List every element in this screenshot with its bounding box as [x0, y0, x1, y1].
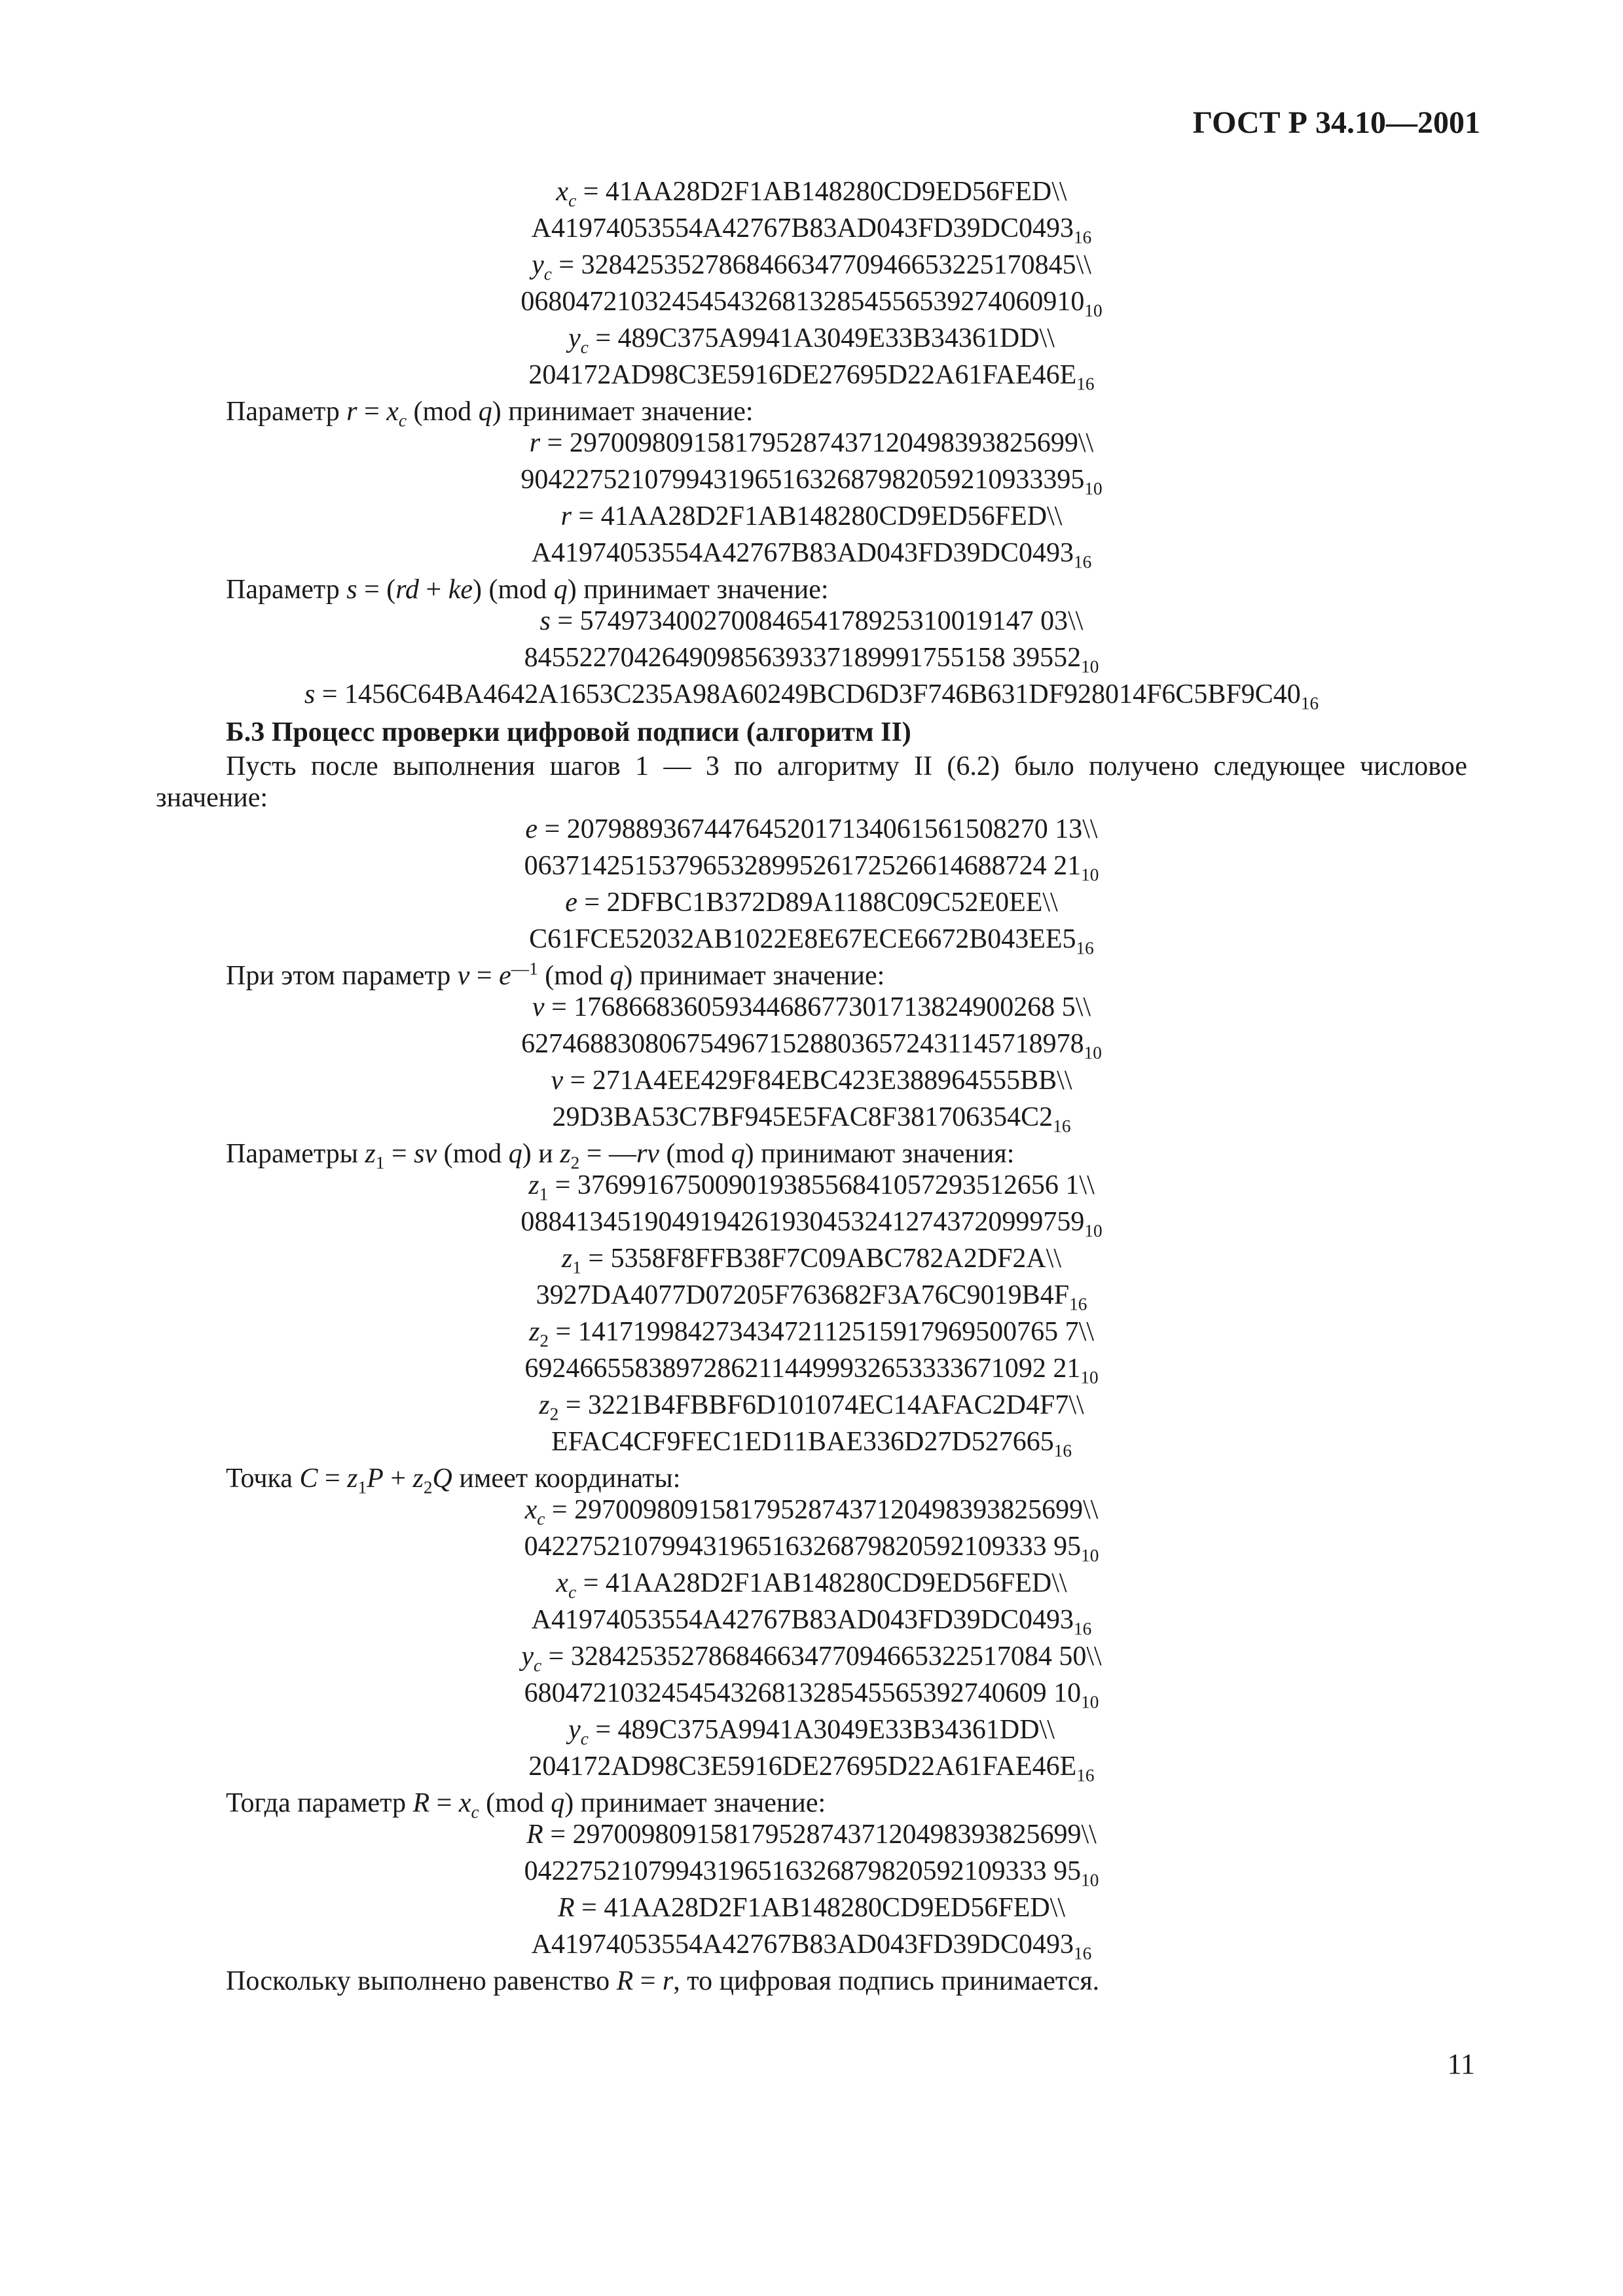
r-intro: Параметр $r = x_c$ (mod q) принимает значение:	[226, 397, 754, 431]
z1-hex-line-2: $3927DA4077D07205F763682F3A76C9019B4F_{16}$	[536, 1280, 1087, 1314]
section-heading: Б.3 Процесс проверки цифровой подписи (алгоритм II)	[226, 717, 911, 747]
conclusion: Поскольку выполнено равенство R = r, то цифровая подпись принимается.	[226, 1966, 1100, 1996]
R-hex-line-1: R = 41AA28D2F1AB148280CD9ED56FED\\	[557, 1893, 1066, 1923]
v-intro: При этом параметр $v = e^{—1}$ (mod q) принимает значение:	[226, 959, 885, 991]
xc-hex-line-2: $A41974053554A42767B83AD043FD39DC0493_{16}$	[531, 213, 1092, 247]
yc-hex-line-2: $204172AD98C3E5916DE27695D22A61FAE46E_{16}$	[528, 360, 1095, 394]
s-intro: Параметр s = (rd + ke) (mod q) принимает значение:	[226, 575, 829, 605]
c-xc-dec-line-2: 04227521079943196516326879820592109333 $95_{10}$	[524, 1532, 1099, 1566]
v-dec-line-1: v = 17686683605934468677301713824900268 5\\	[532, 992, 1091, 1022]
z2-dec-line-1: $z_2 = 14171998427343472112515917969500765$ 7\\	[529, 1317, 1094, 1351]
xc-hex-line-1: $x_c$ = 41AA28D2F1AB148280CD9ED56FED\\	[556, 177, 1067, 211]
e-hex-line-1: e = 2DFBC1B372D89A1188C09C52E0EE\\	[565, 888, 1058, 918]
c-xc-hex-line-1: $x_c$ = 41AA28D2F1AB148280CD9ED56FED\\	[556, 1568, 1067, 1602]
r-hex-line-2: $A41974053554A42767B83AD043FD39DC0493_{16}$	[531, 538, 1092, 572]
e-hex-line-2: $C61FCE52032AB1022E8E67ECE6672B043EE5_{16}$	[529, 924, 1094, 958]
yc-dec-line-1: $y_c$ = 328425352786846634770946653225170845\\	[532, 250, 1091, 284]
e-dec-line-2: 06371425153796532899526172526614688724 $21_{10}$	[524, 851, 1099, 885]
yc-hex-line-1: $y_c$ = 489C375A9941A3049E33B34361DD\\	[568, 323, 1055, 357]
page-number: 11	[1447, 2048, 1475, 2080]
R-dec-line-1: R = 2970098091581795287437120498393825699\\	[526, 1820, 1097, 1850]
c-intro: Точка $C = z_1P + z_2Q$ имеет координаты:	[226, 1463, 681, 1498]
s-dec-line-2: 84552270426490985639337189991755158 $39552_{10}$	[524, 643, 1099, 677]
z1-hex-line-1: $z_1$ = 5358F8FFB38F7C09ABC782A2DF2A\\	[561, 1244, 1062, 1278]
c-yc-dec-line-2: 68047210324545432681328545565392740609 $10_{10}$	[524, 1678, 1099, 1712]
v-dec-line-2: $62746883080675496715288036572431145718978_{10}$	[521, 1029, 1102, 1063]
c-yc-hex-line-1: $y_c$ = 489C375A9941A3049E33B34361DD\\	[568, 1715, 1055, 1749]
R-intro: Тогда параметр $R = x_c$ (mod q) принимает значение:	[226, 1788, 826, 1822]
yc-dec-line-2: $06804721032454543268132854556539274060910_{10}$	[520, 287, 1103, 321]
section-paragraph-line-1: Пусть после выполнения шагов 1 — 3 по алгоритму II (6.2) было получено следующее числовое	[226, 751, 1467, 781]
z1-dec-line-1: $z_1 = 37699167500901938556841057293512656$ 1\\	[528, 1170, 1095, 1204]
r-hex-line-1: r = 41AA28D2F1AB148280CD9ED56FED\\	[560, 501, 1063, 531]
c-yc-hex-line-2: $204172AD98C3E5916DE27695D22A61FAE46E_{16}$	[528, 1751, 1095, 1785]
s-hex-line: $s = 1456C64BA4642A1653C235A98A60249BCD6D3F746B631DF928014F6C5BF9C40_{16}$	[304, 679, 1319, 713]
v-hex-line-1: v = 271A4EE429F84EBC423E388964555BB\\	[551, 1066, 1072, 1096]
z2-dec-line-2: 69246655838972862114499932653333671092 $21_{10}$	[524, 1354, 1099, 1388]
z2-hex-line-2: $EFAC4CF9FEC1ED11BAE336D27D527665_{16}$	[551, 1427, 1072, 1461]
z-intro: Параметры $z_1$ = sv (mod q) и $z_2$ = —rv (mod q) принимают значения:	[226, 1139, 1015, 1173]
c-xc-dec-line-1: $x_c$ = 2970098091581795287437120498393825699\\	[524, 1495, 1099, 1529]
e-dec-line-1: e = 20798893674476452017134061561508270 13\\	[525, 814, 1098, 844]
r-dec-line-2: $90422752107994319651632687982059210933395_{10}$	[520, 465, 1103, 499]
r-dec-line-1: r = 2970098091581795287437120498393825699\\	[529, 428, 1094, 458]
v-hex-line-2: $29D3BA53C7BF945E5FAC8F381706354C2_{16}$	[552, 1102, 1071, 1136]
c-xc-hex-line-2: $A41974053554A42767B83AD043FD39DC0493_{16}$	[531, 1605, 1092, 1639]
section-paragraph-line-2: значение:	[156, 783, 268, 813]
R-hex-line-2: $A41974053554A42767B83AD043FD39DC0493_{16}$	[531, 1929, 1092, 1964]
R-dec-line-2: 04227521079943196516326879820592109333 $95_{10}$	[524, 1856, 1099, 1890]
c-yc-dec-line-1: $y_c = 32842535278684663477094665322517084$ 50\\	[521, 1641, 1102, 1676]
document-header: ГОСТ Р 34.10—2001	[1192, 105, 1480, 140]
s-dec-line-1: s = 574973400270084654178925310019147 03\\	[539, 606, 1084, 636]
z1-dec-line-2: $08841345190491942619304532412743720999759_{10}$	[520, 1207, 1103, 1241]
z2-hex-line-1: $z_2$ = 3221B4FBBF6D101074EC14AFAC2D4F7\\	[539, 1390, 1084, 1424]
